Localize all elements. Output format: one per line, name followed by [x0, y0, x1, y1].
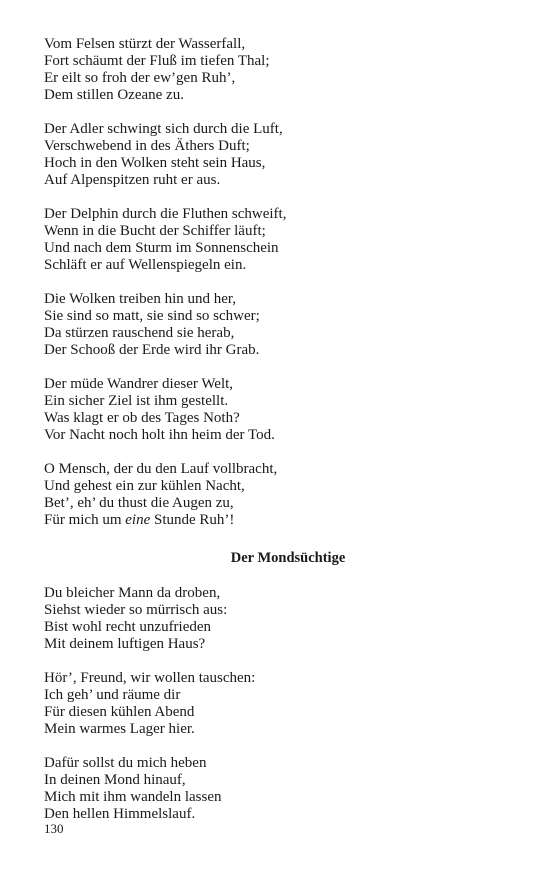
- verse-line: Und gehest ein zur kühlen Nacht,: [44, 478, 245, 494]
- verse-text: Stunde Ruh’!: [150, 512, 235, 528]
- verse-line: Dafür sollst du mich heben: [44, 755, 207, 771]
- verse-line: Schläft er auf Wellenspiegeln ein.: [44, 257, 247, 273]
- stanza: [44, 461, 514, 529]
- verse-text: Für mich um: [44, 512, 126, 528]
- verse-line: O Mensch, der du den Lauf vollbracht,: [44, 461, 278, 477]
- poem-2: [44, 585, 514, 823]
- page-body: [44, 36, 514, 840]
- verse-line: Der Adler schwingt sich durch die Luft,: [44, 121, 283, 137]
- stanza: [44, 206, 514, 274]
- verse-line: Bet’, eh’ du thust die Augen zu,: [44, 495, 234, 511]
- verse-line: Mit deinem luftigen Haus?: [44, 636, 206, 652]
- stanza: [44, 755, 514, 823]
- page-number: 130: [44, 821, 64, 836]
- stanza: [44, 36, 514, 104]
- verse-line: In deinen Mond hinauf,: [44, 772, 186, 788]
- verse-line: Den hellen Himmelslauf.: [44, 806, 196, 822]
- verse-line: Er eilt so froh der ew’gen Ruh’,: [44, 70, 236, 86]
- verse-line: Und nach dem Sturm im Sonnenschein: [44, 240, 279, 256]
- verse-line: Wenn in die Bucht der Schiffer läuft;: [44, 223, 266, 239]
- verse-line: Mich mit ihm wandeln lassen: [44, 789, 222, 805]
- verse-line: Der Delphin durch die Fluthen schweift,: [44, 206, 287, 222]
- verse-line: Du bleicher Mann da droben,: [44, 585, 221, 601]
- verse-line: Vom Felsen stürzt der Wasserfall,: [44, 36, 246, 52]
- verse-line: Dem stillen Ozeane zu.: [44, 87, 184, 103]
- poem-title: Der Mondsüchtige: [230, 550, 346, 566]
- stanza: [44, 376, 514, 444]
- verse-line: [44, 512, 514, 529]
- verse-line: Hoch in den Wolken steht sein Haus,: [44, 155, 266, 171]
- stanza: [44, 670, 514, 738]
- emphasized-word: eine: [125, 512, 151, 528]
- verse-line: Hör’, Freund, wir wollen tauschen:: [44, 670, 256, 686]
- stanza: [44, 585, 514, 653]
- poem-1: [44, 36, 514, 529]
- verse-line: Siehst wieder so mürrisch aus:: [44, 602, 228, 618]
- stanza: [44, 121, 514, 189]
- stanza: [44, 291, 514, 359]
- verse-line: Vor Nacht noch holt ihn heim der Tod.: [44, 427, 275, 443]
- verse-line: Fort schäumt der Fluß im tiefen Thal;: [44, 53, 270, 69]
- verse-line: Auf Alpenspitzen ruht er aus.: [44, 172, 221, 188]
- verse-line: Die Wolken treiben hin und her,: [44, 291, 237, 307]
- verse-line: Der müde Wandrer dieser Welt,: [44, 376, 234, 392]
- verse-line: Bist wohl recht unzufrieden: [44, 619, 212, 635]
- verse-line: Verschwebend in des Äthers Duft;: [44, 138, 250, 154]
- verse-line: Ein sicher Ziel ist ihm gestellt.: [44, 393, 229, 409]
- verse-line: Was klagt er ob des Tages Noth?: [44, 410, 240, 426]
- verse-line: Sie sind so matt, sie sind so schwer;: [44, 308, 260, 324]
- verse-line: Mein warmes Lager hier.: [44, 721, 195, 737]
- verse-line: Ich geh’ und räume dir: [44, 687, 181, 703]
- verse-line: Für diesen kühlen Abend: [44, 704, 195, 720]
- verse-line: Der Schooß der Erde wird ihr Grab.: [44, 342, 260, 358]
- verse-line: Da stürzen rauschend sie herab,: [44, 325, 235, 341]
